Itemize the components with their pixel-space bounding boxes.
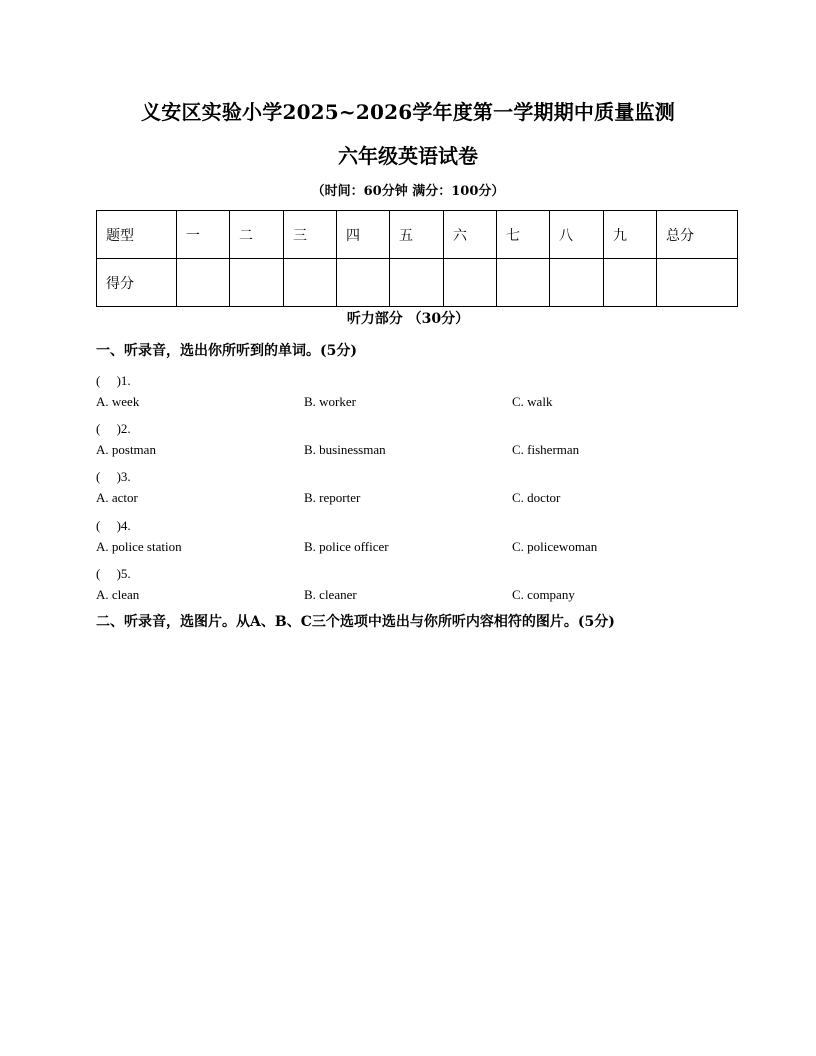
score-input-cell[interactable] bbox=[604, 259, 657, 307]
score-table bbox=[96, 210, 738, 307]
exam-time-score-info: （时间：60分钟 满分：100分） bbox=[311, 184, 505, 199]
score-table-cell: 二 bbox=[230, 211, 284, 259]
question-1-label[interactable]: ( )1. bbox=[96, 373, 131, 388]
score-input-cell[interactable] bbox=[390, 259, 444, 307]
question-4-option-a: A. police station bbox=[96, 539, 182, 554]
question-4-label[interactable]: ( )4. bbox=[96, 518, 131, 533]
score-table-cell: 五 bbox=[390, 211, 444, 259]
question-3-option-c: C. doctor bbox=[512, 490, 561, 505]
score-input-cell[interactable] bbox=[550, 259, 604, 307]
score-table-cell: 八 bbox=[550, 211, 604, 259]
question-2-label[interactable]: ( )2. bbox=[96, 421, 131, 436]
score-input-cell[interactable] bbox=[230, 259, 284, 307]
question-1-option-c: C. walk bbox=[512, 394, 553, 409]
score-table-cell: 六 bbox=[444, 211, 497, 259]
score-table-cell: 题型 bbox=[97, 211, 177, 259]
question-2-option-a: A. postman bbox=[96, 442, 156, 457]
score-input-cell[interactable] bbox=[337, 259, 390, 307]
question-2-option-b: B. businessman bbox=[304, 442, 386, 457]
score-table-cell: 七 bbox=[497, 211, 550, 259]
listening-section-heading: 听力部分 （30分） bbox=[346, 311, 470, 327]
question-1-option-a: A. week bbox=[96, 394, 140, 409]
score-table-cell: 得分 bbox=[97, 259, 177, 307]
exam-subtitle: 六年级英语试卷 bbox=[338, 144, 478, 168]
question-2-option-c: C. fisherman bbox=[512, 442, 580, 457]
score-table-cell: 三 bbox=[284, 211, 337, 259]
exam-title: 义安区实验小学2025~2026学年度第一学期期中质量监测 bbox=[141, 100, 675, 124]
question-3-label[interactable]: ( )3. bbox=[96, 469, 131, 484]
question-1-option-b: B. worker bbox=[304, 394, 356, 409]
score-input-cell[interactable] bbox=[444, 259, 497, 307]
score-input-cell[interactable] bbox=[657, 259, 738, 307]
score-table-cell: 一 bbox=[177, 211, 230, 259]
score-table-cell: 总分 bbox=[657, 211, 738, 259]
score-table-cell: 四 bbox=[337, 211, 390, 259]
question-3-option-b: B. reporter bbox=[304, 490, 361, 505]
score-input-cell[interactable] bbox=[284, 259, 337, 307]
part2-heading: 二、听录音，选图片。从A、B、C三个选项中选出与你所听内容相符的图片。(5分) bbox=[96, 614, 615, 630]
score-input-cell[interactable] bbox=[177, 259, 230, 307]
question-4-option-b: B. police officer bbox=[304, 539, 389, 554]
question-5-option-c: C. company bbox=[512, 587, 575, 602]
part1-heading: 一、听录音，选出你所听到的单词。(5分) bbox=[96, 343, 357, 359]
score-table-header-row bbox=[97, 211, 738, 259]
score-table-score-row bbox=[97, 259, 738, 307]
question-3-option-a: A. actor bbox=[96, 490, 138, 505]
score-table-cell: 九 bbox=[604, 211, 657, 259]
question-4-option-c: C. policewoman bbox=[512, 539, 598, 554]
question-5-option-b: B. cleaner bbox=[304, 587, 357, 602]
score-input-cell[interactable] bbox=[497, 259, 550, 307]
question-5-option-a: A. clean bbox=[96, 587, 140, 602]
question-5-label[interactable]: ( )5. bbox=[96, 566, 131, 581]
